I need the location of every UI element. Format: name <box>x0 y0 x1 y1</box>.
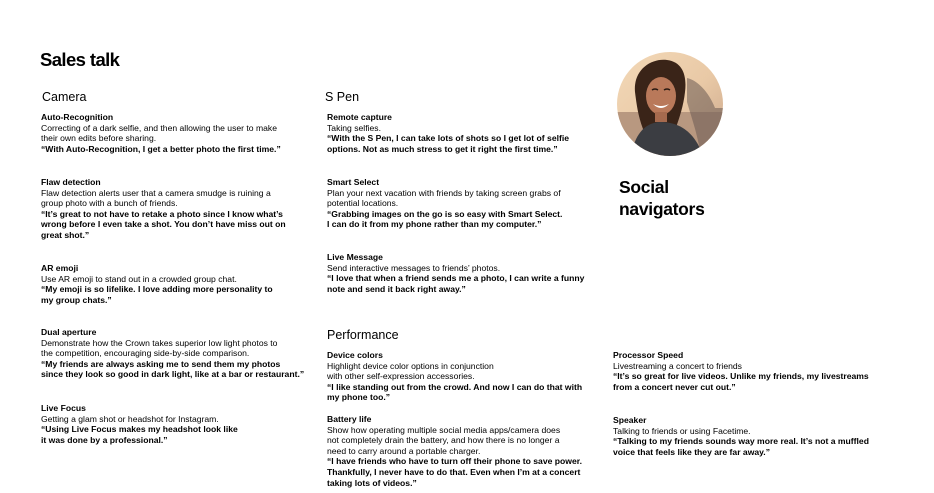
feature-quote: options. Not as much stress to get it right the first time.” <box>327 143 558 154</box>
feature-name: Device colors <box>327 350 383 360</box>
feature-name: Battery life <box>327 414 372 424</box>
feature-battery-life <box>327 414 597 488</box>
page-title: Sales talk <box>40 49 120 70</box>
feature-live-message <box>327 252 597 294</box>
feature-description: group photo with a bunch of friends. <box>41 198 178 209</box>
feature-description: Highlight device color options in conjunction <box>327 360 494 371</box>
feature-live-focus <box>41 403 311 445</box>
feature-quote: I can do it from my phone rather than my computer.” <box>327 219 542 230</box>
feature-quote: “With the S Pen, I can take lots of shots so I get lot of selfie <box>327 133 570 144</box>
feature-quote: wrong before I even take a shot. You don’t have miss out on <box>41 219 286 230</box>
feature-quote: “Talking to my friends sounds way more real. It’s not a muffled <box>613 436 869 447</box>
feature-ar-emoji <box>41 263 311 305</box>
feature-name: Flaw detection <box>41 177 101 187</box>
feature-description: with other self-expression accessories. <box>327 371 475 382</box>
feature-description: Talking to friends or using Facetime. <box>613 425 751 436</box>
feature-quote: great shot.” <box>41 229 90 240</box>
feature-quote: voice that feels like they are far away.” <box>613 446 770 457</box>
section-heading-camera: Camera <box>42 90 87 104</box>
feature-description: Demonstrate how the Crown takes superior low light photos to <box>41 337 278 348</box>
persona-photo <box>617 52 723 156</box>
feature-quote: Thankfully, I never have to do that. Even when I’m at a concert <box>327 466 581 477</box>
persona-title-line: Social <box>619 177 669 197</box>
feature-quote: my phone too.” <box>327 392 391 403</box>
feature-name: Speaker <box>613 415 647 425</box>
feature-quote: “It’s so great for live videos. Unlike my friends, my livestreams <box>613 371 869 382</box>
feature-quote: “My friends are always asking me to send them my photos <box>41 358 281 369</box>
feature-quote: from a concert never cut out.” <box>613 381 736 392</box>
feature-name: Smart Select <box>327 177 380 187</box>
feature-description: Correcting of a dark selfie, and then allowing the user to make <box>41 122 277 133</box>
feature-name: Auto-Recognition <box>41 112 114 122</box>
feature-device-colors <box>327 350 597 403</box>
person-photo-illustration <box>617 52 723 156</box>
feature-processor-speed <box>613 350 883 392</box>
feature-quote: since they look so good in dark light, like at a bar or restaurant.” <box>41 369 305 380</box>
feature-quote: “I have friends who have to turn off their phone to save power. <box>327 456 582 467</box>
feature-name: AR emoji <box>41 263 79 273</box>
feature-description: Livestreaming a concert to friends <box>613 360 742 371</box>
feature-auto-recognition <box>41 112 311 154</box>
feature-quote: it was done by a professional.” <box>41 434 168 445</box>
feature-quote: my group chats.” <box>41 294 112 305</box>
feature-name: Live Focus <box>41 403 86 413</box>
feature-description: Show how operating multiple social media apps/camera does <box>327 424 561 435</box>
persona-title <box>619 176 705 220</box>
feature-quote: “I like standing out from the crowd. And now I can do that with <box>327 381 583 392</box>
feature-quote: “Grabbing images on the go is so easy with Smart Select. <box>327 208 563 219</box>
section-heading-spen: S Pen <box>325 90 360 104</box>
feature-quote: “With Auto-Recognition, I get a better photo the first time.” <box>41 143 281 154</box>
feature-description: not completely drain the battery, and how there is no longer a <box>327 435 560 446</box>
feature-name: Processor Speed <box>613 350 684 360</box>
feature-quote: note and send it back right away.” <box>327 283 466 294</box>
feature-flaw-detection <box>41 177 311 241</box>
feature-description: Use AR emoji to stand out in a crowded group chat. <box>41 273 237 284</box>
feature-description: potential locations. <box>327 198 399 209</box>
feature-quote: “My emoji is so lifelike. I love adding more personality to <box>41 284 273 295</box>
feature-description: Plan your next vacation with friends by taking screen grabs of <box>327 187 561 198</box>
feature-quote: taking lots of videos.” <box>327 477 417 488</box>
feature-smart-select <box>327 177 597 230</box>
feature-description: Send interactive messages to friends’ photos. <box>327 262 501 273</box>
feature-quote: “It’s great to not have to retake a photo since I know what’s <box>41 208 283 219</box>
feature-name: Dual aperture <box>41 327 97 337</box>
feature-dual-aperture <box>41 327 316 380</box>
feature-name: Remote capture <box>327 112 392 122</box>
feature-description: Flaw detection alerts user that a camera smudge is ruining a <box>41 187 271 198</box>
feature-description: need to carry around a portable charger. <box>327 445 481 456</box>
feature-remote-capture <box>327 112 597 154</box>
feature-quote: “I love that when a friend sends me a photo, I can write a funny <box>327 273 585 284</box>
feature-quote: “Using Live Focus makes my headshot look like <box>41 424 238 435</box>
feature-description: their own edits before sharing. <box>41 133 157 144</box>
feature-speaker <box>613 415 883 457</box>
feature-name: Live Message <box>327 252 383 262</box>
feature-description: Taking selfies. <box>327 122 381 133</box>
persona-title-line: navigators <box>619 199 705 219</box>
section-heading-performance: Performance <box>327 328 399 342</box>
feature-description: Getting a glam shot or headshot for Instagram. <box>41 413 219 424</box>
feature-description: the competition, encouraging side-by-side comparison. <box>41 348 250 359</box>
